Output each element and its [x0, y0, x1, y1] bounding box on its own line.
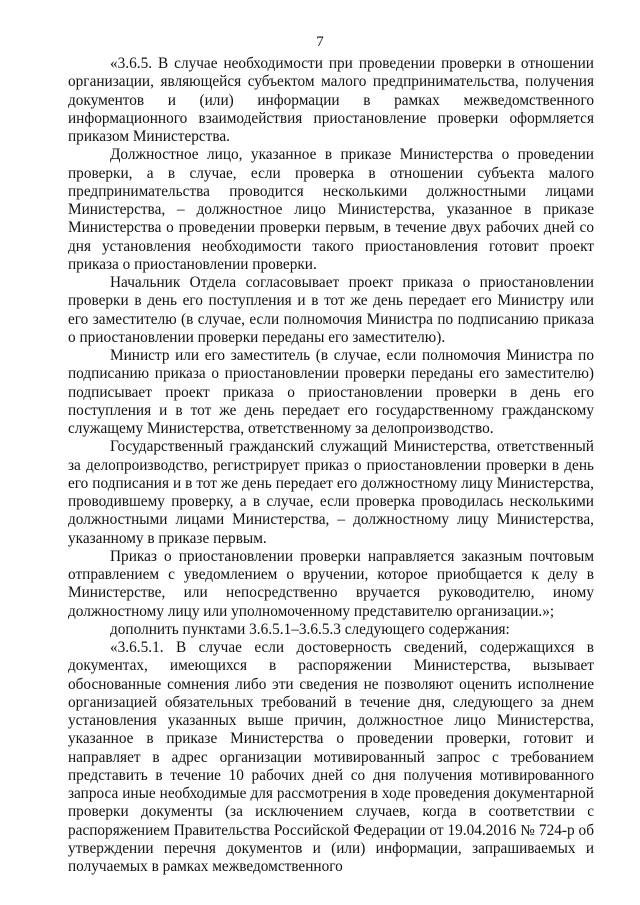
paragraph-amendment-intro: дополнить пунктами 3.6.5.1–3.6.5.3 следующего содержания: — [110, 620, 510, 638]
paragraph-order-delivery: Приказ о приостановлении проверки направляется заказным почтовым отправлением с уведомлением о вручении, которое приобщается к делу в Министерстве, или непосредственно вручается руководителю, иному должностному лицу или уполномоченному представителю организации.»; — [68, 547, 594, 620]
paragraph-minister-signs: Министр или его заместитель (в случае, если полномочия Министра по подписанию приказа о приостановлении проверки переданы его заместителю) подписывает проект приказа о приостановлении проверки в день его поступления и в тот же день передает его государственному гражданскому служащему Министерства, ответственному за делопроизводство. — [68, 347, 594, 437]
paragraph-head-approves: Начальник Отдела согласовывает проект приказа о приостановлении проверки в день его поступления и в тот же день передает его Министру или его заместителю (в случае, если полномочия Министра по подписанию приказа о приостановлении проверки переданы его заместителю). — [68, 274, 594, 346]
document-body — [68, 55, 594, 876]
paragraph-3-6-5-1: «3.6.5.1. В случае если достоверность сведений, содержащихся в документах, имеющихся в распоряжении Министерства, вызывает обоснованные сомнения либо эти сведения не позволяют оценить исполнение организацией обязательных требований в течение дня, следующего за днем установления указанных выше причин, должностное лицо Министерства, указанное в приказе Министерства о проведении проверки, готовит и направляет в адрес организации мотивированный запрос с требованием представить в течение 10 рабочих дней со дня получения мотивированного запроса иные необходимые для рассмотрения в ходе проведения документарной проверки документы (за исключением случаев, когда в соответствии с распоряжением Правительства Российской Федерации от 19.04.2016 № 724-р об утверждении перечня документов и (или) информации, запрашиваемых и получаемых в рамках межведомственного — [68, 639, 594, 875]
paragraph-official-prepares-draft: Должностное лицо, указанное в приказе Министерства о проведении проверки, а в случае, если проверка в отношении субъекта малого предпринимательства проводится несколькими должностными лицами Министерства, – должностное лицо Министерства, указанное в приказе Министерства о проведении проверки первым, в течение двух рабочих дней со дня установления необходимости такого приостановления готовит проект приказа о приостановлении проверки. — [68, 146, 594, 273]
paragraph-3-6-5: «3.6.5. В случае необходимости при проведении проверки в отношении организации, являющейся субъектом малого предпринимательства, получения документов и (или) информации в рамках межведомственного информационного взаимодействия приостановление проверки оформляется приказом Министерства. — [68, 55, 594, 145]
page-number: 7 — [316, 34, 324, 50]
paragraph-registration: Государственный гражданский служащий Министерства, ответственный за делопроизводство, регистрирует приказ о приостановлении проверки в день его подписания и в тот же день передает его должностному лицу Министерства, проводившему проверку, а в случае, если проверка проводилась несколькими должностными лицами Министерства, – должностному лицу Министерства, указанному в приказе первым. — [68, 438, 594, 547]
